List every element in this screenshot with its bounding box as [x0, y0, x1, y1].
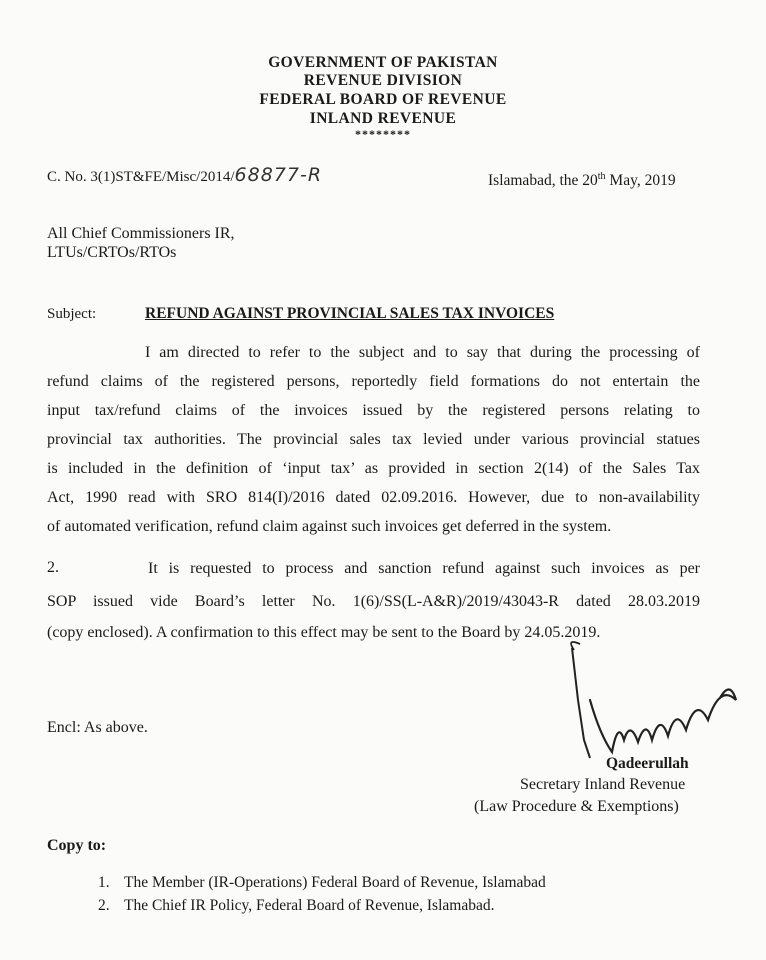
para1-line-7: of automated verification, refund claim against such invoices get deferred in the system.	[47, 518, 612, 535]
letterhead-division: REVENUE DIVISION	[303, 72, 463, 89]
addressee-line-1: All Chief Commissioners IR,	[47, 225, 235, 242]
subject-label: Subject:	[47, 306, 97, 322]
enclosure-note: Encl: As above.	[47, 719, 148, 736]
para1-line-3: input tax/refund claims of the invoices issued by the registered persons relating to	[47, 402, 700, 419]
para2-number: 2.	[47, 559, 59, 576]
subject-title: REFUND AGAINST PROVINCIAL SALES TAX INVOICES	[145, 305, 555, 322]
para1-line-2: refund claims of the registered persons, reportedly field formations do not entertain the	[47, 373, 700, 390]
para2-line-1: It is requested to process and sanction refund against such invoices as per	[148, 560, 700, 577]
copy-to-label: Copy to:	[47, 837, 107, 854]
para1-line-4: provincial tax authorities. The provincial sales tax levied under various provincial statues	[47, 431, 700, 448]
reference-number-printed: C. No. 3(1)ST&FE/Misc/2014/	[47, 169, 235, 185]
para1-line-6: Act, 1990 read with SRO 814(I)/2016 dated 02.09.2016. However, due to non-availability	[47, 489, 700, 506]
place-date-prefix: Islamabad, the 20	[488, 172, 598, 190]
signature-scribble	[560, 640, 760, 770]
para2-line-2: SOP issued vide Board’s letter No. 1(6)/SS(L-A&R)/2019/43043-R dated 28.03.2019	[47, 593, 700, 610]
letterhead-inland-revenue: INLAND REVENUE	[309, 110, 457, 127]
place-date-sup: th	[597, 171, 606, 182]
place-date-suffix: May, 2019	[605, 172, 676, 190]
letterhead-stars: ********	[355, 127, 411, 141]
letterhead-board: FEDERAL BOARD OF REVENUE	[259, 91, 507, 108]
copy-to-item-2: The Chief IR Policy, Federal Board of Revenue, Islamabad.	[124, 897, 495, 914]
reference-number-handwritten: 68877-R	[234, 164, 323, 186]
signatory-name: Qadeerullah	[606, 755, 689, 772]
para1-line-5: is included in the definition of ‘input tax’ as provided in section 2(14) of the Sales Tax	[47, 460, 700, 477]
addressee-line-2: LTUs/CRTOs/RTOs	[47, 244, 177, 261]
copy-to-item-1: The Member (IR-Operations) Federal Board of Revenue, Islamabad	[124, 874, 546, 891]
copy-to-number-1: 1.	[98, 874, 110, 891]
signatory-designation: Secretary Inland Revenue	[520, 776, 686, 793]
copy-to-number-2: 2.	[98, 897, 110, 914]
signatory-wing: (Law Procedure & Exemptions)	[474, 798, 679, 815]
letterhead-government: GOVERNMENT OF PAKISTAN	[268, 54, 498, 71]
para1-line-1: I am directed to refer to the subject and to say that during the processing of	[145, 344, 700, 361]
place-date	[488, 169, 676, 189]
para2-line-3: (copy enclosed). A confirmation to this effect may be sent to the Board by 24.05.2019.	[47, 624, 601, 641]
reference-number	[47, 164, 323, 186]
